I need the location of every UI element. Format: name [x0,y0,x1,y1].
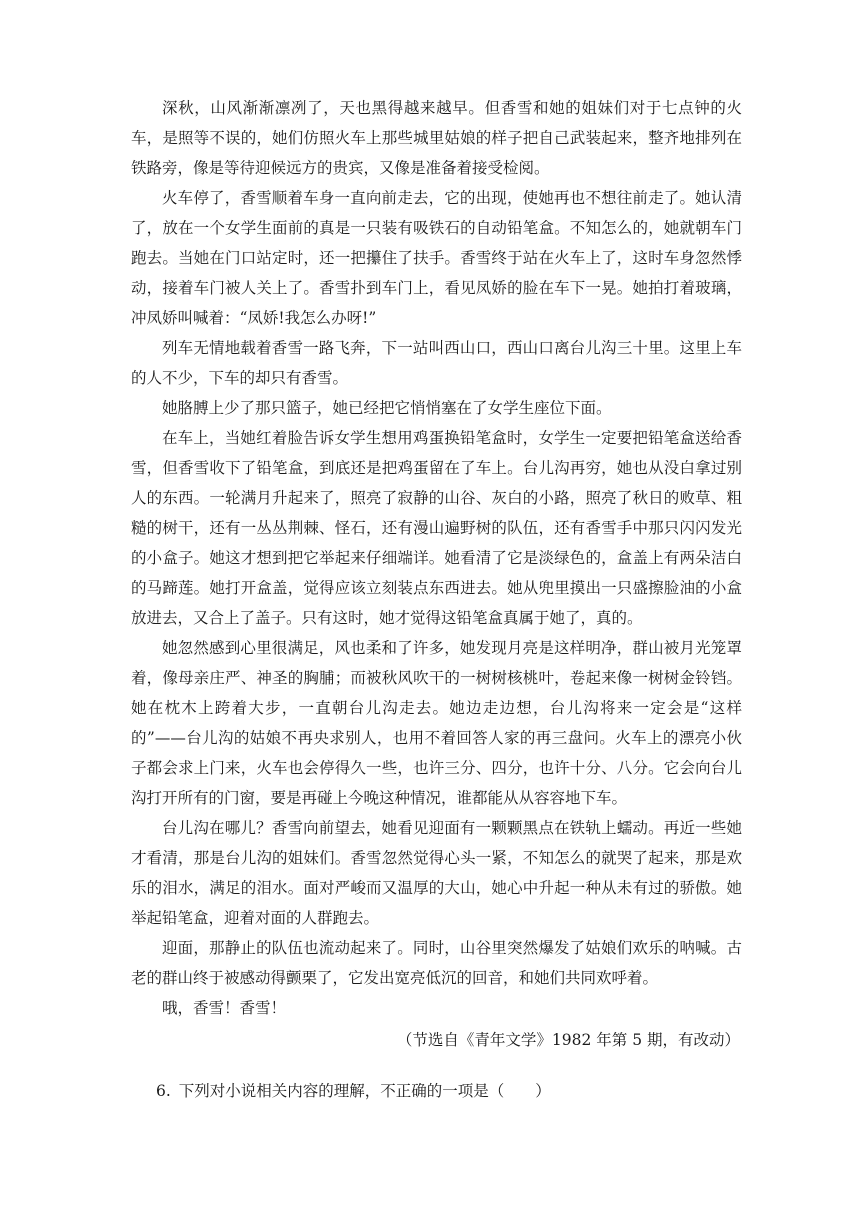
passage [131,93,742,1055]
paragraph-2: 火车停了，香雪顺着车身一直向前走去，它的出现，使她再也不想往前走了。她认清了，放在一个女学生面前的真是一只装有吸铁石的自动铅笔盒。不知怎么的，她就朝车门跑去。当她在门口站定时，还一把攥住了扶手。香雪终于站在火车上了，这时车身忽然悸动，接着车门被人关上了。香雪扑到车门上，看见凤娇的脸在车下一晃。她拍打着玻璃，冲凤娇叫喊着：“凤娇!我怎么办呀!” [131,189,742,327]
paragraph-7: 台儿沟在哪儿？香雪向前望去，她看见迎面有一颗颗黑点在铁轨上蠕动。再近一些她才看清，那是台儿沟的姐妹们。香雪忽然觉得心头一紧，不知怎么的就哭了起来，那是欢乐的泪水，满足的泪水。面对严峻而又温厚的大山，她心中升起一种从未有过的骄傲。她举起铅笔盒，迎着对面的人群跑去。 [131,819,742,927]
paragraph-9: 哦，香雪！香雪！ [162,999,287,1017]
paragraph-4: 她胳膊上少了那只篮子，她已经把它悄悄塞在了女学生座位下面。 [162,399,612,417]
question-number: 6. [156,1082,171,1100]
question-6 [156,1076,551,1106]
source-citation: （节选自《青年文学》1982 年第 5 期，有改动） [396,1031,740,1049]
paragraph-5: 在车上，当她红着脸告诉女学生想用鸡蛋换铅笔盒时，女学生一定要把铅笔盒送给香雪，但香雪收下了铅笔盒，到底还是把鸡蛋留在了车上。台儿沟再穷，她也从没白拿过别人的东西。一轮满月升起来了，照亮了寂静的山谷、灰白的小路，照亮了秋日的败草、粗糙的树干，还有一丛丛荆棘、怪石，还有漫山遍野树的队伍，还有香雪手中那只闪闪发光的小盒子。她这才想到把它举起来仔细端详。她看清了它是淡绿色的，盒盖上有两朵洁白的马蹄莲。她打开盒盖，觉得应该立刻装点东西进去。她从兜里摸出一只盛擦脸油的小盒放进去，又合上了盖子。只有这时，她才觉得这铅笔盒真属于她了，真的。 [131,429,742,627]
paragraph-3: 列车无情地载着香雪一路飞奔，下一站叫西山口，西山口离台儿沟三十里。这里上车的人不少，下车的却只有香雪。 [131,339,742,387]
question-text: 下列对小说相关内容的理解，不正确的一项是（ ） [178,1082,551,1100]
paragraph-8: 迎面，那静止的队伍也流动起来了。同时，山谷里突然爆发了姑娘们欢乐的呐喊。古老的群山终于被感动得颤栗了，它发出宽亮低沉的回音，和她们共同欢呼着。 [131,939,742,987]
paragraph-6: 她忽然感到心里很满足，风也柔和了许多，她发现月亮是这样明净，群山被月光笼罩着，像母亲庄严、神圣的胸脯；而被秋风吹干的一树树核桃叶，卷起来像一树树金铃铛。她在枕木上跨着大步，一直朝台儿沟走去。她边走边想，台儿沟将来一定会是“这样的”——台儿沟的姑娘不再央求别人，也用不着回答人家的再三盘问。火车上的漂亮小伙子都会求上门来，火车也会停得久一些，也许三分、四分，也许十分、八分。它会向台儿沟打开所有的门窗，要是再碰上今晚这种情况，谁都能从从容容地下车。 [131,639,742,807]
paragraph-1: 深秋，山风渐渐凛冽了，天也黑得越来越早。但香雪和她的姐妹们对于七点钟的火车，是照等不误的，她们仿照火车上那些城里姑娘的样子把自己武装起来，整齐地排列在铁路旁，像是等待迎候远方的贵宾，又像是准备着接受检阅。 [131,99,742,177]
